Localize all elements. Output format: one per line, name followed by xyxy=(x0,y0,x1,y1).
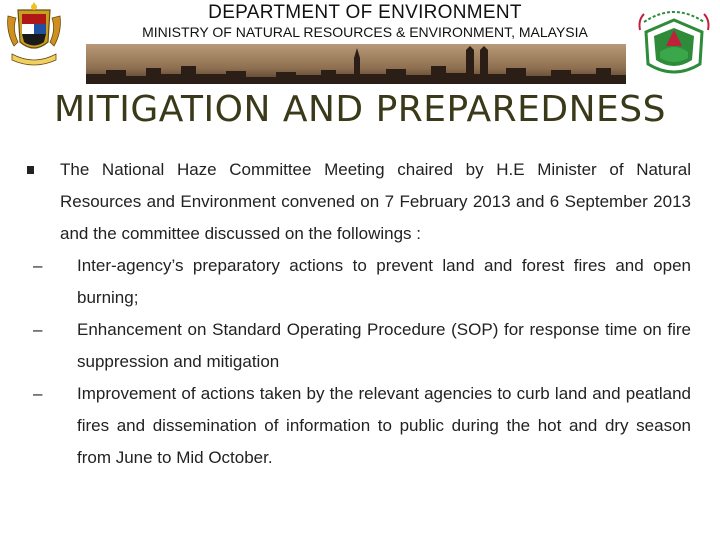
department-title: DEPARTMENT OF ENVIRONMENT xyxy=(208,2,522,23)
list-item xyxy=(27,378,691,474)
city-skyline-banner xyxy=(86,44,626,84)
slide-header xyxy=(0,0,720,90)
square-bullet-icon xyxy=(27,166,34,174)
sub-item-text: Inter-agency’s preparatory actions to prevent land and forest fires and open burning; xyxy=(77,256,691,307)
list-item xyxy=(27,250,691,314)
ministry-subtitle: MINISTRY OF NATURAL RESOURCES & ENVIRONMENT, MALAYSIA xyxy=(142,24,588,40)
list-item xyxy=(27,314,691,378)
dash-bullet-icon: – xyxy=(33,256,43,275)
dash-bullet-icon: – xyxy=(33,320,43,339)
slide-content xyxy=(27,154,691,474)
sub-item-text: Enhancement on Standard Operating Procedure (SOP) for response time on fire suppression and mitigation xyxy=(77,320,691,371)
department-of-environment-logo xyxy=(634,2,714,82)
main-bullet-text: The National Haze Committee Meeting chaired by H.E Minister of Natural Resources and Environment convened on 7 February 2013 and 6 September 2013 and the committee discussed on the followings : xyxy=(60,160,691,243)
slide-title: MITIGATION AND PREPAREDNESS xyxy=(54,89,666,130)
sub-bullet-list xyxy=(27,250,691,474)
sub-item-text: Improvement of actions taken by the relevant agencies to curb land and peatland fires and dissemination of information to public during the hot and dry season from June to Mid October. xyxy=(77,384,691,467)
main-bullet xyxy=(27,154,691,250)
dash-bullet-icon: – xyxy=(33,384,43,403)
